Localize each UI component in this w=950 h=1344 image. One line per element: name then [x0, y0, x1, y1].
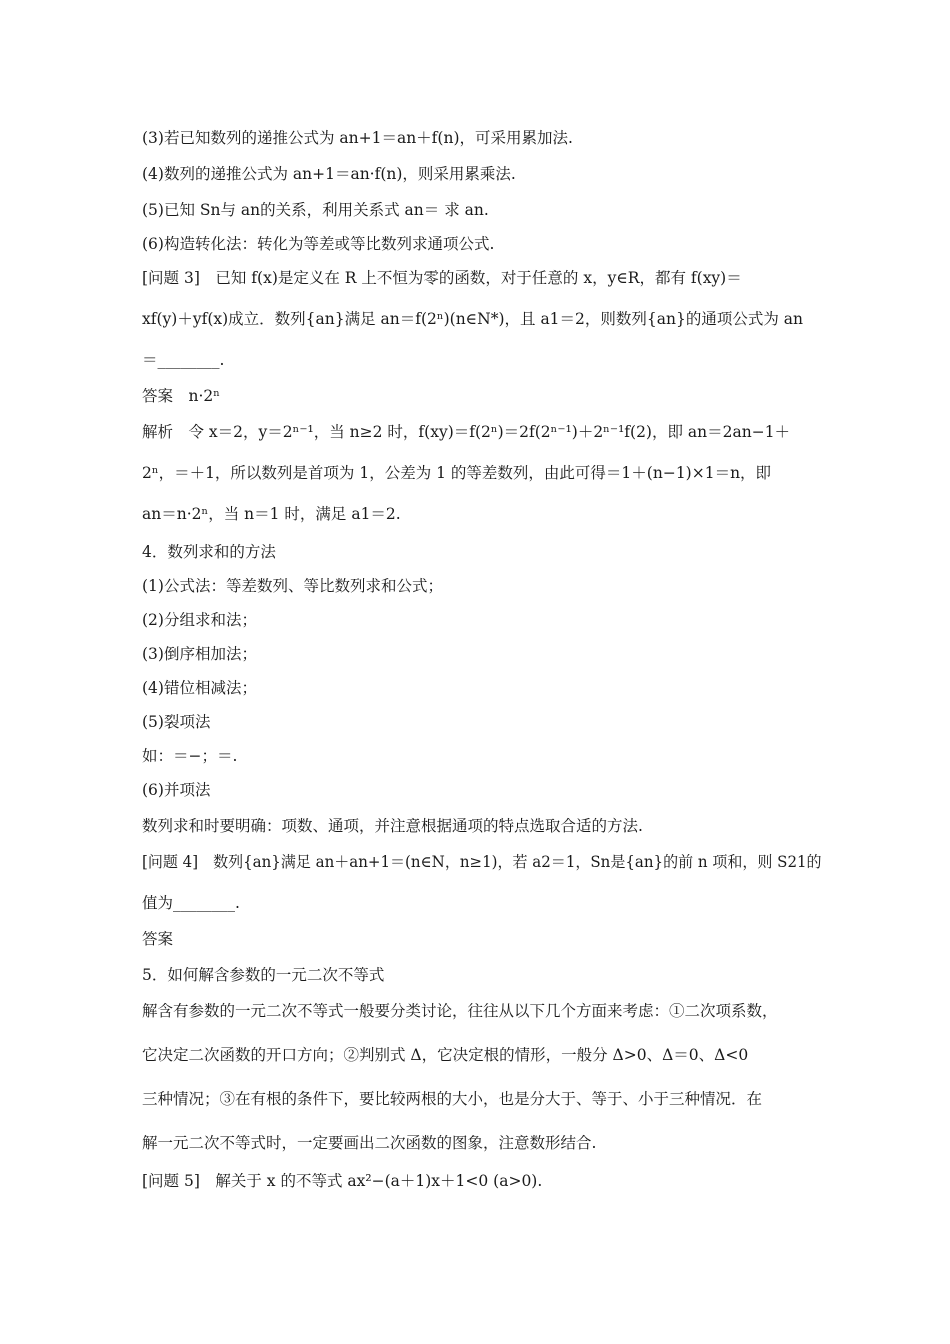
section-5-heading: 5．如何解含参数的一元二次不等式 — [142, 966, 385, 984]
text-line: 三种情况；③在有根的条件下，要比较两根的大小，也是分大于、等于、小于三种情况．在 — [142, 1090, 763, 1108]
document-body — [142, 126, 822, 1193]
solution-line: an＝n·2ⁿ，当 n＝1 时，满足 a1＝2. — [142, 505, 401, 523]
problem-4-blank: 值为________. — [142, 894, 240, 912]
solution-line: 解析 令 x＝2，y＝2ⁿ⁻¹，当 n≥2 时，f(xy)＝f(2ⁿ)＝2f(2ⁿ⁻¹)＋2ⁿ⁻¹f(2)，即 an＝2an−1＋ — [142, 423, 791, 441]
text-line: (3)若已知数列的递推公式为 an+1＝an＋f(n)，可采用累加法. — [142, 129, 573, 147]
section-4-heading: 4．数列求和的方法 — [142, 543, 276, 561]
problem-3-line: xf(y)＋yf(x)成立．数列{an}满足 an＝f(2ⁿ)(n∈N*)，且 a1＝2，则数列{an}的通项公式为 an — [142, 310, 804, 328]
problem-4-line: [问题 4] 数列{an}满足 an＋an+1＝(n∈N，n≥1)，若 a2＝1，Sn是{an}的前 n 项和，则 S21的 — [142, 853, 822, 871]
text-line: (5)裂项法 — [142, 713, 211, 731]
solution-line: 2ⁿ，＝＋1，所以数列是首项为 1，公差为 1 的等差数列，由此可得＝1＋(n−1)×1＝n，即 — [142, 464, 772, 482]
text-line: (4)数列的递推公式为 an+1＝an·f(n)，则采用累乘法. — [142, 165, 516, 183]
text-line: 它决定二次函数的开口方向；②判别式 Δ，它决定根的情形，一般分 Δ>0、Δ＝0、Δ<0 — [142, 1046, 749, 1064]
problem-3-blank: ＝________. — [142, 351, 225, 369]
text-line: 解含有参数的一元二次不等式一般要分类讨论，往往从以下几个方面来考虑：①二次项系数， — [142, 1002, 778, 1020]
answer-4: 答案 — [142, 930, 174, 948]
text-line: (6)并项法 — [142, 781, 211, 799]
problem-5-line: [问题 5] 解关于 x 的不等式 ax²−(a＋1)x＋1<0 (a>0). — [142, 1172, 543, 1190]
text-line: (1)公式法：等差数列、等比数列求和公式； — [142, 577, 443, 595]
problem-3-line: [问题 3] 已知 f(x)是定义在 R 上不恒为零的函数，对于任意的 x，y∈R，都有 f(xy)＝ — [142, 269, 742, 287]
text-line: 数列求和时要明确：项数、通项，并注意根据通项的特点选取合适的方法. — [142, 817, 643, 835]
text-line: (2)分组求和法； — [142, 611, 257, 629]
text-line: (3)倒序相加法； — [142, 645, 257, 663]
text-line: (5)已知 Sn与 an的关系，利用关系式 an＝ 求 an. — [142, 201, 489, 219]
text-line: 如：＝−；＝. — [142, 747, 238, 765]
answer-3: 答案 n·2ⁿ — [142, 387, 220, 405]
text-line: 解一元二次不等式时，一定要画出二次函数的图象，注意数形结合. — [142, 1134, 597, 1152]
text-line: (6)构造转化法：转化为等差或等比数列求通项公式. — [142, 235, 495, 253]
text-line: (4)错位相减法； — [142, 679, 257, 697]
